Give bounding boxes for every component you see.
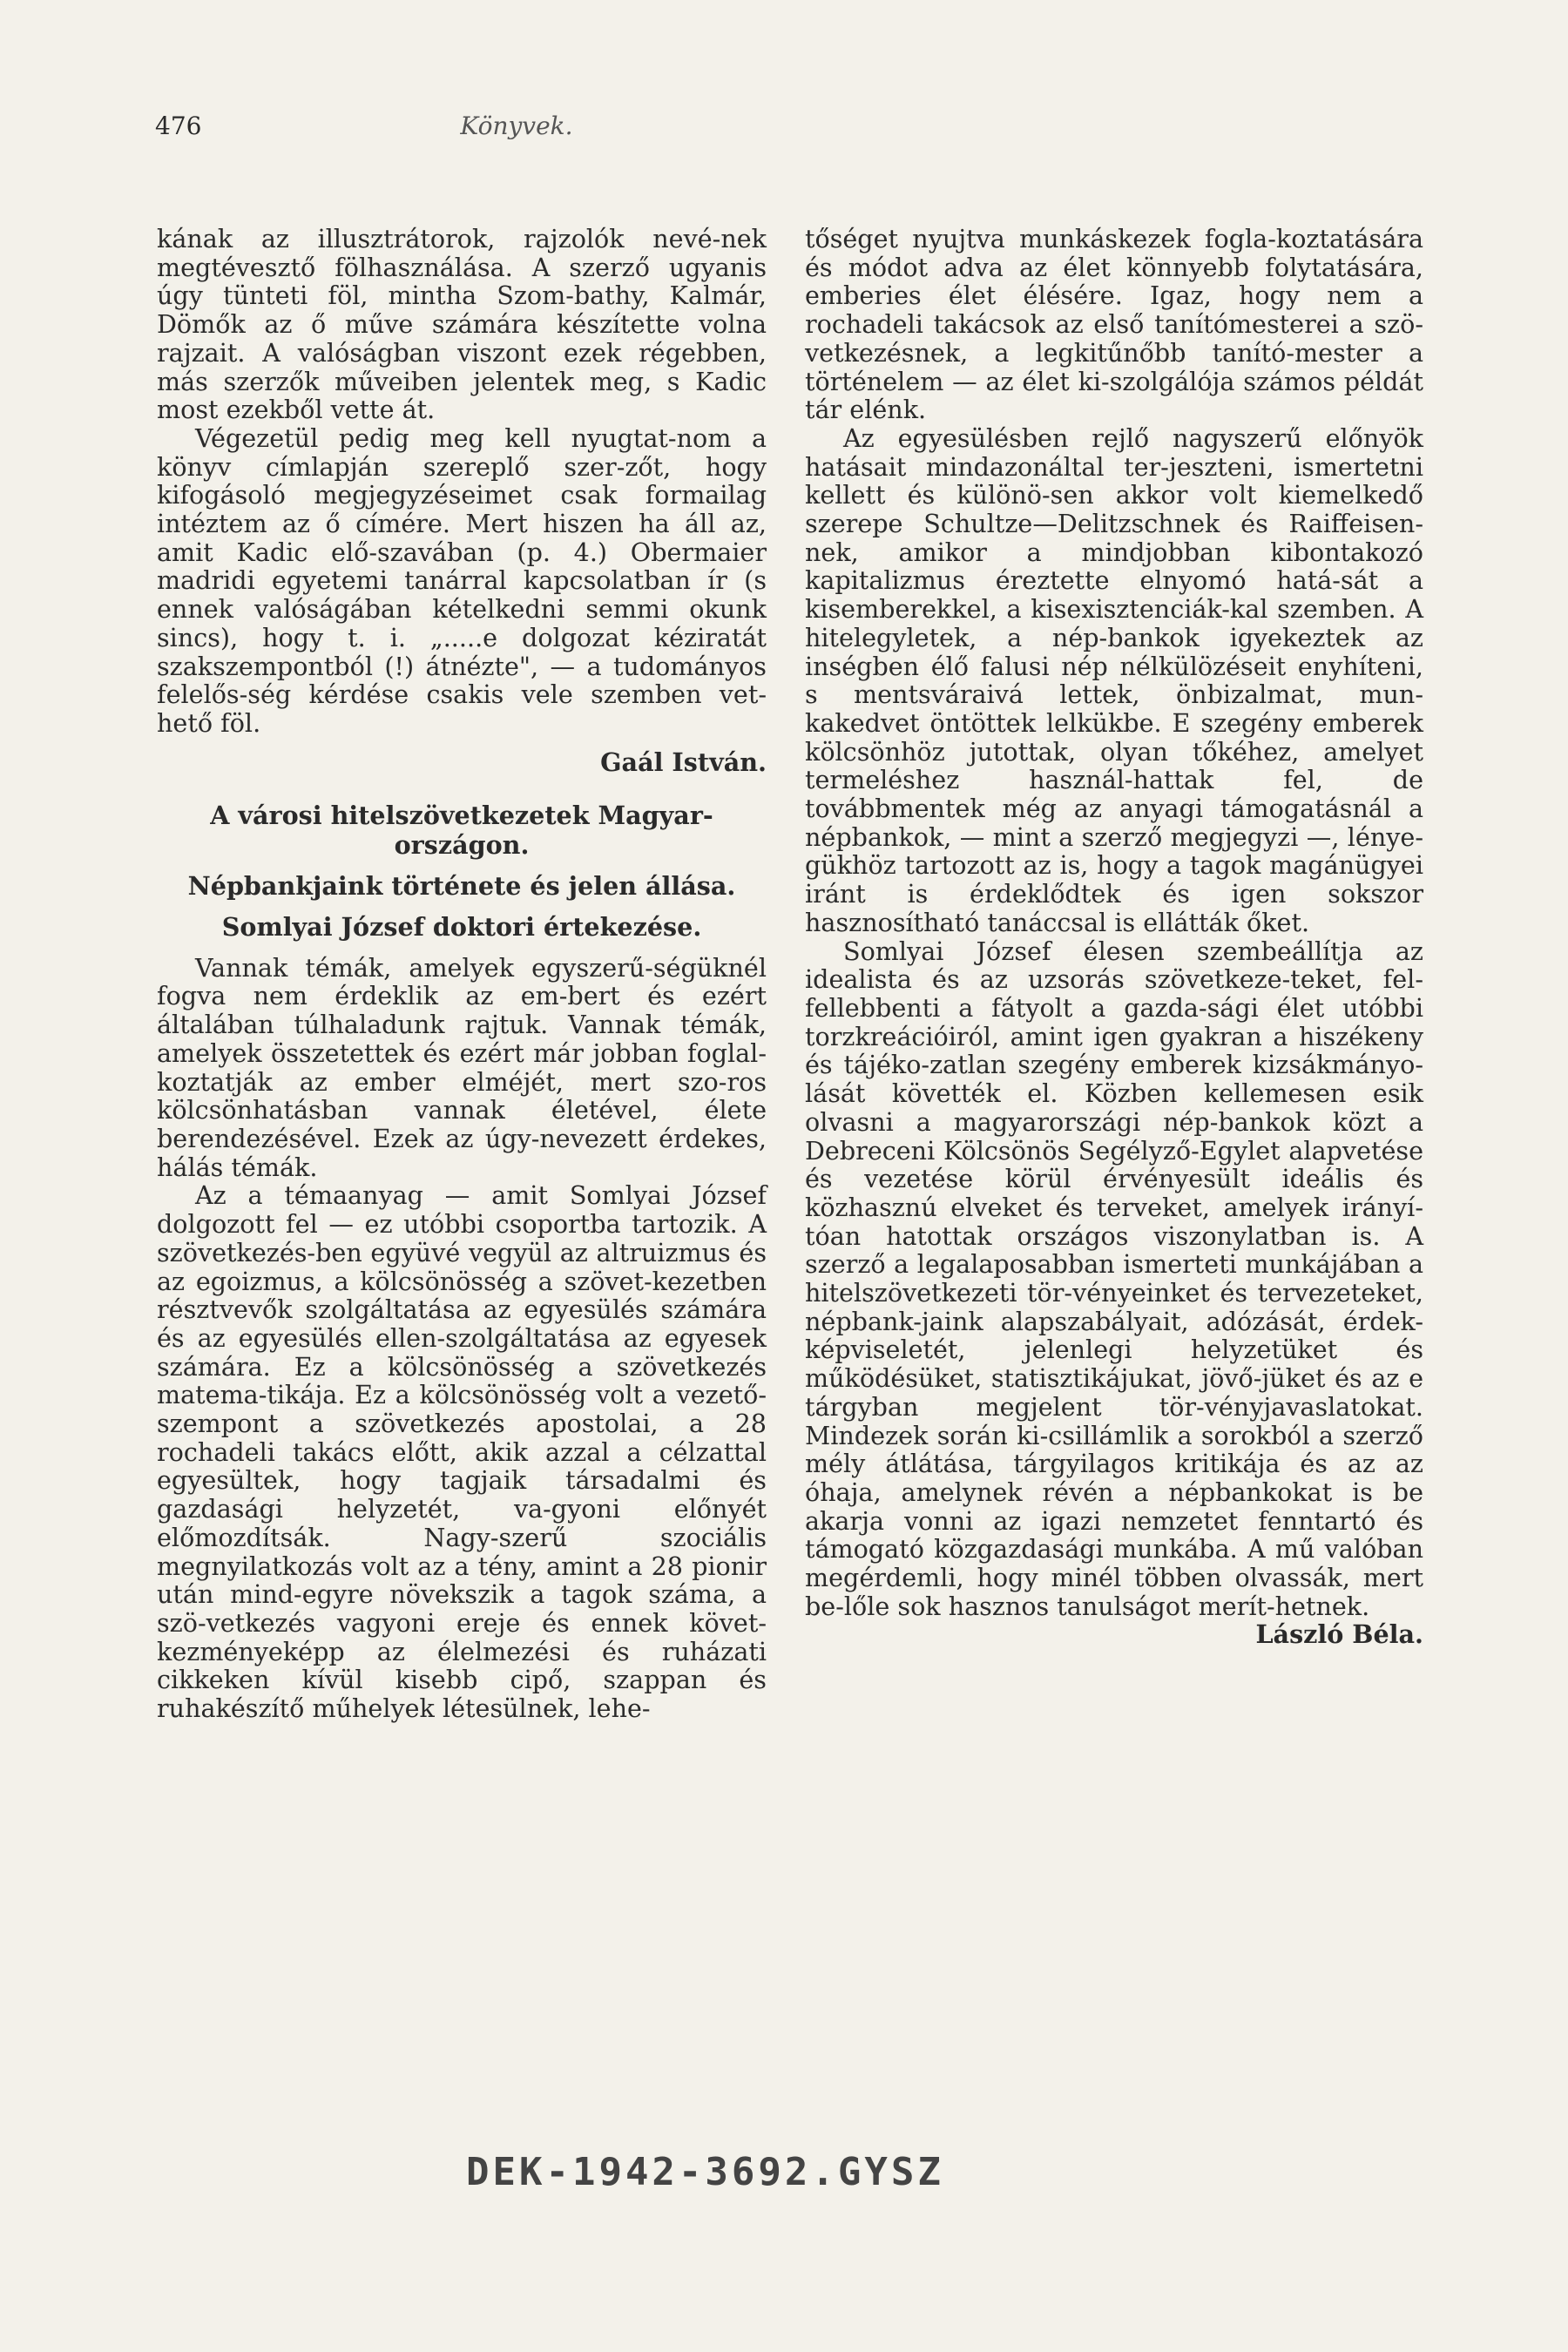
signature-laszlo: László Béla. bbox=[1255, 1619, 1423, 1650]
review-title: A városi hitelszövetkezetek Magyar-országon. bbox=[210, 801, 713, 861]
page-number: 476 bbox=[155, 112, 202, 140]
signature-gaal: Gaál István. bbox=[600, 747, 767, 777]
review-author-line: Somlyai József doktori értekezése. bbox=[221, 912, 702, 943]
left-paragraph-4: Az a témaanyag — amit Somlyai József dolgozott fel — ez utóbbi csoportba tartozik. A szövetkezés-ben együvé vegyül az altruizmus és az egoizmus, a kölcsönösség a szövet-kezetben résztvevők szolgáltatása az egyesülés számára és az egyesülés ellen-szolgáltatása az egyesek számára. Ez a kölcsönösség a szövetkezés matema-tikája. Ez a kölcsönösség volt a vezető-szempont a szövetkezés apostolai, a 28 rochadeli takács előtt, akik azzal a célzattal egyesültek, hogy tagjaik társadalmi és gazdasági helyzetét, va-gyoni előnyét előmozdítsák. Nagy-szerű szociális megnyilatkozás volt az a tény, amint a 28 pionir után mind-egyre növekszik a tagok száma, a szö-vetkezés vagyoni ereje és ennek követ-kezményeképp az élelmezési és ruházati cikkeken kívül kisebb cipő, szappan és ruhakészítő műhelyek létesülnek, lehe- bbox=[157, 1180, 767, 1724]
review-subtitle: Népbankjaink története és jelen állása. bbox=[187, 871, 736, 902]
right-paragraph-2: Az egyesülésben rejlő nagyszerű előnyök hatásait mindazonáltal ter-jeszteni, ismertetni kellett és különö-sen akkor volt kiemelkedő szerepe Schultze—Delitzschnek és Raiffeisen-nek, amikor a mindjobban kibontakozó kapitalizmus éreztette elnyomó hatá-sát a kisemberekkel, a kisexisztenciák-kal szemben. A hitelegyletek, a nép-bankok igyekeztek az inségben élő falusi nép nélkülözéseit enyhíteni, s mentsváraivá lettek, önbizalmat, mun-kakedvet öntöttek lelkükbe. E szegény emberek kölcsönhöz jutottak, olyan tőkéhez, amelyet termeléshez használ-hattak fel, de továbbmentek még az anyagi támogatásnál a népbankok, — mint a szerző megjegyzi —, lénye-gükhöz tartozott az is, hogy a tagok magánügyei iránt is érdeklődtek és igen sokszor hasznosítható tanáccsal is ellátták őket. bbox=[805, 422, 1423, 937]
right-column bbox=[805, 225, 1423, 1649]
right-paragraph-3 bbox=[805, 936, 1423, 1650]
right-paragraph-3-text: Somlyai József élesen szembeállítja az idealista és az uzsorás szövetkeze-teket, fel-fellebbenti a fátyolt a gazda-sági élet utóbbi torzkreációiról, amint igen gyakran a hiszékeny és tájéko-zatlan szegény emberek kizsákmányo-lását követték el. Közben kellemesen esik olvasni a magyarországi nép-bankok közt a Debreceni Kölcsönös Segélyző-Egylet alapvetése és vezetése körül érvényesült ideális és közhasznú elveket és terveket, amelyek irányí-tóan hatottak országos viszonylatban is. A szerző a legalaposabban ismerteti munkájában a hitelszövetkezeti tör-vényeinket és tervezeteket, népbank-jaink alapszabályait, adózását, érdek-képviseletét, jelenlegi helyzetüket és működésüket, statisztikájukat, jövő-jüket és az e tárgyban megjelent tör-vényjavaslatokat. Mindezek során ki-csillámlik a sorokból a szerző mély átlátása, tárgyilagos kritikája és az az óhaja, amelynek révén a népbankokat is be akarja vonni az igazi nemzetet fenntartó és támogató közgazdasági munkába. A mű valóban megérdemli, hogy minél többen olvassák, mert be-lőle sok hasznos tanulságot merít-hetnek. bbox=[805, 936, 1423, 1621]
library-stamp: DEK-1942-3692.GYSZ bbox=[466, 2150, 944, 2194]
left-column bbox=[157, 225, 767, 1723]
page-header bbox=[155, 112, 878, 146]
left-paragraph-1: kának az illusztrátorok, rajzolók nevé-nek megtévesztő fölhasználása. A szerző ugyanis úgy tünteti föl, mintha Szom-bathy, Kalmár, Dömők az ő műve számára készítette volna rajzait. A valóságban viszont ezek régebben, más szerzők műveiben jelentek meg, s Kadic most ezekből vette át. bbox=[157, 224, 767, 425]
left-paragraph-3: Vannak témák, amelyek egyszerű-ségüknél fogva nem érdeklik az em-bert és ezért általában túlhaladunk rajtuk. Vannak témák, amelyek összetettek és ezért már jobban foglal-koztatják az ember elméjét, mert szo-ros kölcsönhatásban vannak életével, élete berendezésével. Ezek az úgy-nevezett érdekes, hálás témák. bbox=[157, 952, 767, 1182]
left-paragraph-2: Végezetül pedig meg kell nyugtat-nom a könyv címlapján szereplő szer-zőt, hogy kifogásoló megjegyzéseimet csak formailag intéztem az ő címére. Mert hiszen ha áll az, amit Kadic elő-szavában (p. 4.) Obermaier madridi egyetemi tanárral kapcsolatban ír (s ennek valóságában kételkedni semmi okunk sincs), hogy t. i. „.....e dolgozat kéziratát szakszempontból (!) átnézte", — a tudományos felelős-ség kérdése csakis vele szemben vet-hető föl. bbox=[157, 422, 767, 738]
running-title: Könyvek. bbox=[460, 112, 573, 140]
right-paragraph-1: tőséget nyujtva munkáskezek fogla-koztatására és módot adva az élet könnyebb folytatására, emberies élet élésére. Igaz, hogy nem a rochadeli takácsok az első tanítómesterei a szö-vetkezésnek, a legkitűnőbb tanító-mester a történelem — az élet ki-szolgálója számos példát tár elénk. bbox=[805, 224, 1423, 425]
